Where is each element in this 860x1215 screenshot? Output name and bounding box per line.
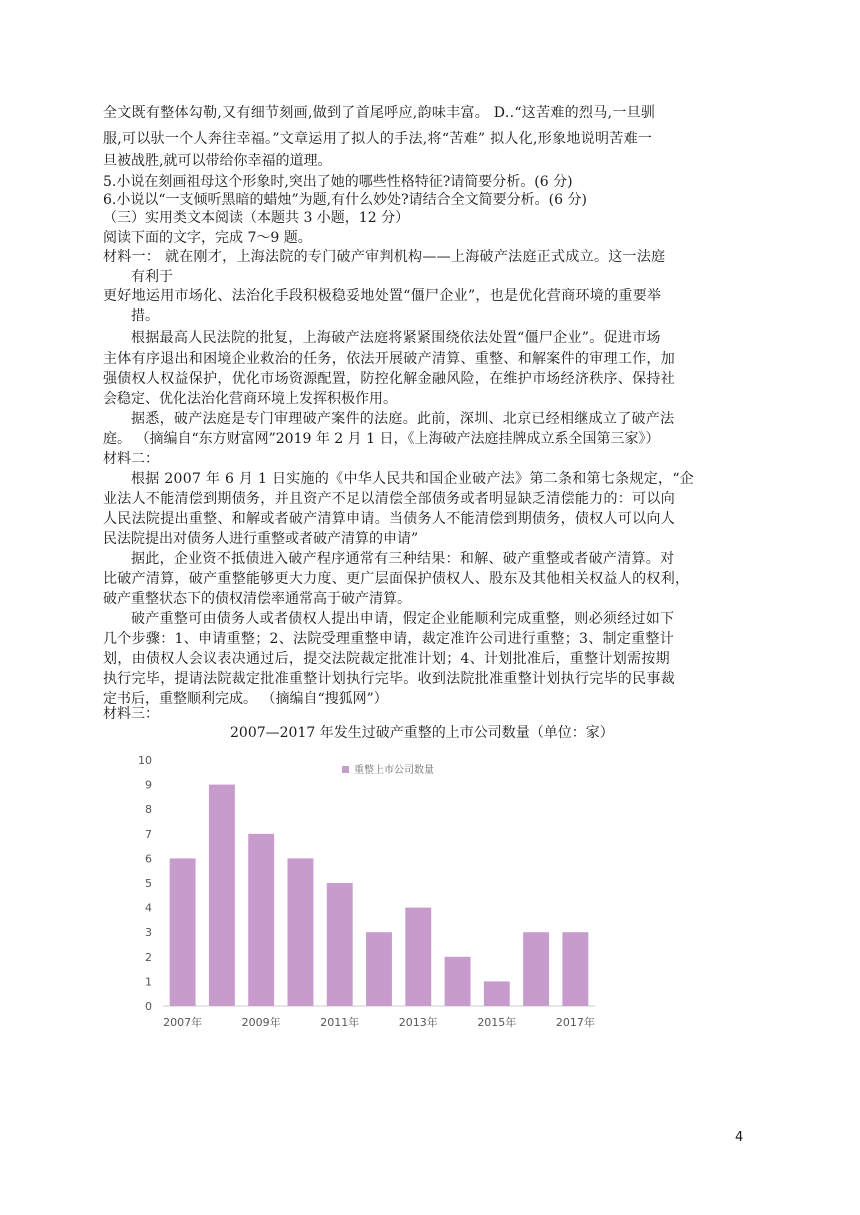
y-tick-label: 8 [145, 803, 152, 817]
bar-2015年 [484, 981, 510, 1006]
text-line: 旦被战胜,就可以带给你幸福的道理。 [103, 153, 332, 169]
text-line: （三）实用类文本阅读（本题共 3 小题，12 分） [103, 210, 410, 226]
y-tick-label: 9 [145, 778, 152, 792]
text-line: 5.小说在刻画祖母这个形象时,突出了她的哪些性格特征?请简要分析。(6 分) [103, 174, 573, 190]
text-line: 根据 2007 年 6 月 1 日实施的《中华人民共和国企业破产法》第二条和第七条规定，“企 [131, 471, 695, 487]
text-line: 庭。 （摘编自“东方财富网”2019 年 2 月 1 日，《上海破产法庭挂牌成立系全国第三家》） [103, 431, 660, 447]
bar-2011年 [327, 883, 353, 1006]
bar-2012年 [366, 932, 392, 1006]
bar-2010年 [287, 858, 313, 1006]
text-line: 定书后，重整顺利完成。 （摘编自“搜狐网”） [103, 691, 388, 707]
text-line: 强债权人权益保护，优化市场资源配置，防控化解金融风险，在维护市场经济秩序、保持社 [103, 371, 675, 387]
x-tick-label: 2007年 [163, 1016, 203, 1029]
text-line: 几个步骤：1、申请重整；2、法院受理重整申请，裁定准许公司进行重整；3、制定重整计 [103, 631, 675, 647]
y-tick-label: 2 [145, 950, 152, 964]
y-tick-label: 1 [145, 975, 152, 989]
bar-2009年 [248, 834, 274, 1006]
text-line: 划，由债权人会议表决通过后，提交法院裁定批准计划；4、计划批准后，重整计划需按期 [103, 651, 670, 667]
text-line: 6.小说以“一支倾听黑暗的蜡烛”为题,有什么妙处?请结合全文简要分析。(6 分) [103, 192, 587, 208]
text-line: 民法院提出对债务人进行重整或者破产清算的申请” [103, 531, 419, 547]
x-tick-label: 2013年 [398, 1016, 438, 1029]
text-line: 材料一： 就在刚才，上海法院的专门破产审判机构——上海破产法庭正式成立。这一法庭 [103, 249, 666, 265]
y-tick-label: 7 [145, 827, 152, 841]
text-line: 比破产清算，破产重整能够更大力度、更广层面保护债权人、股东及其他相关权益人的权利， [103, 571, 690, 587]
text-line: 更好地运用市场化、法治化手段积极稳妥地处置“僵尸企业”，也是优化营商环境的重要举 [103, 288, 662, 304]
y-tick-label: 6 [145, 852, 152, 866]
chart-title: 2007—2017 年发生过破产重整的上市公司数量（单位：家） [230, 725, 614, 741]
bar-2013年 [405, 908, 431, 1006]
text-line: 人民法院提出重整、和解或者破产清算申请。当债务人不能清偿到期债务，债权人可以向人 [103, 511, 675, 527]
y-tick-label: 5 [145, 877, 152, 890]
bar-2017年 [562, 932, 588, 1006]
x-tick-label: 2015年 [477, 1016, 517, 1029]
text-line: 据此，企业资不抵债进入破产程序通常有三种结果：和解、破产重整或者破产清算。对 [131, 551, 675, 567]
bar-2008年 [209, 785, 235, 1006]
y-tick-label: 3 [145, 926, 152, 940]
text-line: 业法人不能清偿到期债务，并且资产不足以清偿全部债务或者明显缺乏清偿能力的：可以向 [103, 491, 675, 507]
text-line: 根据最高人民法院的批复，上海破产法庭将紧紧围绕依法处置“僵尸企业”。促进市场 [131, 330, 661, 346]
text-line: 材料三： [103, 706, 159, 722]
text-line: 措。 [131, 308, 159, 324]
text-line: 据悉，破产法庭是专门审理破产案件的法庭。此前，深圳、北京已经相继成立了破产法 [131, 411, 675, 427]
x-tick-label: 2017年 [555, 1016, 595, 1029]
text-line: 服,可以驮一个人奔往幸福。”文章运用了拟人的手法,将“苦难” 拟人化,形象地说明苦难一 [103, 131, 653, 147]
y-tick-label: 10 [138, 754, 152, 767]
bar-chart [130, 748, 610, 1048]
text-line: 材料二： [103, 451, 159, 467]
bar-2016年 [523, 932, 549, 1006]
text-line: 阅读下面的文字，完成 7～9 题。 [103, 230, 312, 246]
page-number: 4 [735, 1130, 744, 1145]
legend-label: 重整上市公司数量 [354, 765, 434, 776]
text-line: 会稳定、优化法治化营商环境上发挥积极作用。 [103, 391, 397, 407]
y-tick-label: 0 [145, 1000, 152, 1013]
x-tick-label: 2011年 [320, 1016, 360, 1029]
text-line: 破产重整状态下的债权清偿率通常高于破产清算。 [103, 591, 411, 607]
text-line: 破产重整可由债务人或者债权人提出申请，假定企业能顺利完成重整，则必须经过如下 [131, 611, 675, 627]
text-line: 全文既有整体勾勒,又有细节刻画,做到了首尾呼应,韵味丰富。 D..“这苦难的烈马,一旦驯 [103, 105, 656, 121]
text-line: 主体有序退出和困境企业救治的任务，依法开展破产清算、重整、和解案件的审理工作，加 [103, 351, 675, 367]
legend-swatch [342, 766, 349, 773]
x-tick-label: 2009年 [241, 1016, 281, 1029]
text-line: 执行完毕，提请法院裁定批准重整计划执行完毕。收到法院批准重整计划执行完毕的民事裁 [103, 671, 675, 687]
bar-2014年 [445, 957, 471, 1006]
text-line: 有利于 [131, 269, 173, 285]
bar-2007年 [170, 858, 196, 1006]
y-tick-label: 4 [145, 901, 152, 915]
